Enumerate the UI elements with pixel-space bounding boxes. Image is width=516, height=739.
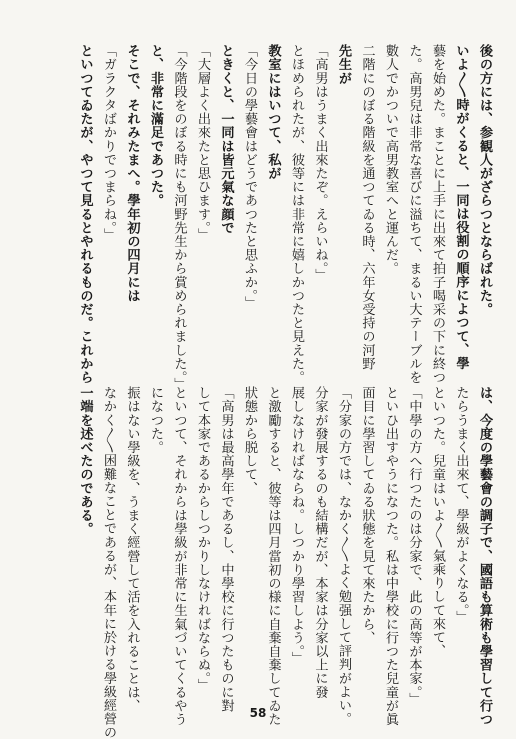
text-line: たらうまく出來て、學級がよくなる。」: [453, 386, 469, 625]
text-line: して本家であるからしつかりしなければならぬ。」: [195, 386, 210, 693]
text-line: 「高男はうまく出來たぞ。えらいね。」: [312, 44, 328, 283]
text-line: 「分家の方では、なかく〳〵よく勉强して評判がよい。: [336, 386, 351, 726]
text-line: 振はない學級を、うまく經營して活を入れることは、: [124, 386, 140, 713]
text-line: といひ出すやうになつた。私は中學校に行つた兒童が眞: [383, 386, 398, 726]
text-line: 教室にはいつて、私が: [265, 44, 281, 180]
text-line: 「中學の方へ行つたのは分家で、此の高等が本家。」: [406, 386, 422, 706]
text-line: と、非常に滿足であつた。: [148, 44, 163, 208]
text-line: 藝を始めた。まことに上手に出來て拍子喝采の下に終つ: [430, 44, 445, 384]
text-line: 二階にのぼる階級を通つてゐる時、六年女受持の河野: [359, 44, 375, 371]
text-line: なかく〳〵困難なことであるが、本年に於ける學級經營の: [101, 386, 116, 739]
text-line: 面目に學習してゐる狀態を見て來たから、: [359, 386, 375, 645]
text-line: 一端を述べたのである。: [77, 386, 93, 536]
text-line: 數人でかついで高男教室へと運んだ。: [383, 44, 398, 276]
text-line: た。高男兒は非常な喜びに溢ちて、まるい大テーブルを: [406, 44, 422, 384]
text-line: いよ〳〵時がくると、一同は役割の順序によつて、學: [453, 44, 469, 370]
text-line: 分家が發展するのも結構だが、本家は分家以上に發: [312, 386, 328, 699]
text-line: 展しなければならね。しつかり學習しよう。」: [289, 386, 304, 665]
text-line: とほめられたが、彼等には非常に嬉しかつたと見えた。: [289, 44, 304, 384]
text-line: ときくと、一同は皆元氣な顔で: [218, 44, 234, 235]
text-line: 「今日の學藝會はどうであつたと思ふか。」: [242, 44, 257, 310]
page-number: 58: [249, 706, 267, 720]
text-line: 「ガラクタばかりでつまらね。」: [101, 44, 116, 242]
text-line: そこで、それみたまへ。學年初の四月には: [124, 44, 140, 303]
text-line: は、今度の學藝會の調子で、國語も算術も學習して行つ: [477, 386, 492, 726]
text-line: 「高男は最高學年であるし、中學校に行つたものに對: [218, 386, 234, 713]
text-line: 先生が: [336, 44, 351, 85]
text-line: といつた。兒童はいよ〳〵氣乘りして來て、: [430, 386, 445, 658]
text-line: 「大層よく出來たと思ひます。」: [195, 44, 210, 242]
text-line: といつて、それからは學級が非常に生氣づいてくるやう: [171, 386, 187, 726]
text-line: になつた。: [148, 386, 163, 454]
upper-text-block: [73, 44, 496, 391]
text-line: 後の方には、参観人がざらつとならばれた。: [477, 44, 492, 316]
text-line: と激勵すると、彼等は四月當初の様に自棄自棄してゐた: [265, 386, 281, 726]
text-line: 狀態から脱して、: [242, 386, 257, 495]
text-line: 「今階段をのぼる時にも河野先生から賞められました。」: [171, 44, 187, 391]
text-line: といつてゐたが、やつて見るとやれるものだ。これから: [77, 44, 93, 384]
